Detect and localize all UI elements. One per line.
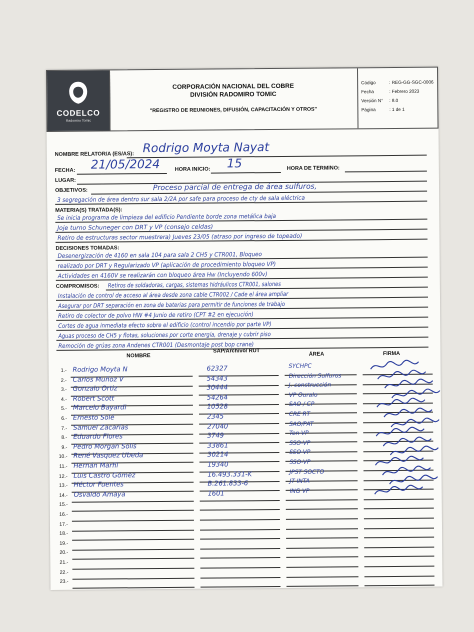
row-number: 2.- — [60, 377, 67, 384]
row-number: 20.- — [59, 550, 69, 557]
fecha-label: FECHA: — [54, 167, 76, 174]
attendee-name: Ernesto Solé — [73, 413, 115, 422]
form-sheet — [46, 67, 443, 590]
attendee-name: Osvaldo Amaya — [73, 490, 126, 499]
attendee-area: SAO/PAT — [289, 421, 314, 428]
attendee-name: Héctor Fuentes — [73, 480, 124, 489]
row-number: 22.- — [59, 569, 69, 576]
corp-name: CORPORACIÓN NACIONAL DEL COBRE — [172, 82, 294, 91]
signature — [373, 484, 425, 498]
row-number: 19.- — [59, 540, 69, 547]
attendee-name: Carlos Muñoz V — [72, 374, 124, 384]
row-number: 7.- — [61, 425, 68, 432]
row-number: 15.- — [59, 502, 68, 509]
decision-line: Desenergización de 4160 en sala 104 para sala 2 CH5 y CTR001, Bloqueo — [57, 251, 262, 260]
lugar-label: LUGAR: — [54, 177, 76, 184]
attendee-rut: 3749 — [207, 431, 225, 440]
attendee-rut: 54343 — [206, 374, 228, 383]
attendee-rut: 27040 — [207, 422, 229, 431]
row-number: 12.- — [58, 473, 68, 480]
col-firma: FIRMA — [382, 350, 401, 358]
row-number: 17.- — [59, 521, 68, 528]
hora-termino-label: HORA DE TERMINO: — [286, 165, 340, 172]
row-number: 21.- — [59, 559, 69, 566]
row-number: 1.- — [60, 367, 67, 374]
attendee-name: René Vasquez Ubeda — [73, 451, 144, 461]
compromisos-label: COMPROMISOS: — [55, 283, 100, 290]
attendee-area: SYCHPC — [288, 363, 312, 370]
row-number: 14.- — [59, 492, 68, 499]
objetivo-line: Proceso parcial de entrega de área sulfuros, — [152, 181, 317, 193]
row-number: 3.- — [60, 387, 67, 394]
attendee-area: SAO / CP — [288, 402, 315, 409]
attendee-rut: 16.493.331-K — [207, 469, 253, 479]
row-number: 13.- — [58, 483, 68, 490]
attendee-area: CRE RT — [288, 411, 311, 418]
compromiso-line: Cortes de agua inmediata efecto sobre el edificio (control incendio por parte VP) — [58, 321, 272, 330]
col-area: ÁREA — [308, 351, 325, 358]
compromiso-line: Remoción de grúas zona Andenes CTR001 (Desmontaje post bop crane) — [58, 341, 254, 350]
compromiso-line: Instalación de control de acceso al área desde zona cable CTR002 / Cade el área ampliar — [57, 290, 289, 300]
attendee-rut: 54264 — [206, 393, 228, 402]
materia-line: Joje turno Schuneger con DRT y VP (consejo celdas) — [57, 223, 214, 232]
form-title: "REGISTRO DE REUNIONES, DIFUSIÓN, CAPACITACIÓN Y OTROS" — [149, 106, 317, 115]
col-nombre: NOMBRE — [126, 353, 151, 360]
attendee-name: Samuel Zacarías — [73, 422, 129, 432]
attendee-rut: B.261.833-6 — [207, 479, 249, 488]
compromiso-line: Asegurar por DRT separación en zona de baterías para permitir de funciones de trabajo — [58, 300, 286, 310]
attendee-rut: 62327 — [206, 364, 228, 373]
compromiso-line: Aguas proceso de CH5 y flotas, soluciones por corte energía, drenaje y cubrir piso — [58, 331, 271, 340]
logo-text: CODELCO — [56, 108, 101, 118]
attendee-rut: 30214 — [207, 450, 229, 459]
materia-line: Retiro de estructuras sector muestrera) Jueves 23/05 (atraso por ingreso de topeado) — [57, 232, 303, 242]
attendee-area: J. construcción — [288, 382, 332, 390]
attendee-area: SSO-VP — [289, 450, 311, 457]
materias-label: MATERIA(S) TRATADA(S): — [55, 207, 123, 214]
attendee-rut: 2345 — [206, 412, 224, 421]
row-number: 4.- — [61, 396, 67, 403]
attendee-rut: 1601 — [207, 489, 225, 498]
materia-line: Se inicia programa de limpieza del edificio Pendiente borde zona metálica baja — [57, 212, 277, 222]
compromiso-line: Retiros de soldadoras, cargas, sistemas hidráulicos CTR001, salones — [107, 280, 281, 290]
hora-inicio-label: HORA INICIO: — [174, 166, 211, 173]
attendee-name: Marcelo Bayardi — [72, 403, 127, 413]
attendee-rut: 30444 — [206, 383, 228, 392]
attendee-name: Gonzalo Ortiz — [72, 384, 118, 393]
logo-subtitle: Radomiro Tomic — [65, 118, 92, 123]
attendee-area: ING VP — [289, 488, 310, 495]
row-number: 5.- — [61, 406, 67, 413]
row-number: 10.- — [58, 454, 68, 461]
attendee-area: SSO-VP — [289, 440, 311, 447]
row-number: 23.- — [59, 579, 69, 586]
codelco-logo — [47, 70, 111, 131]
attendee-name: Robert Scott — [72, 394, 115, 403]
attendee-area: JPST SOCTO — [289, 469, 325, 476]
form-header — [46, 67, 439, 132]
hora-inicio-value: 15 — [226, 156, 243, 171]
table-row — [58, 576, 438, 589]
row-number: 16.- — [59, 511, 68, 518]
row-number: 6.- — [61, 415, 68, 422]
row-number: 18.- — [59, 531, 69, 538]
attendee-area: SSO-VP — [289, 459, 311, 466]
division-name: DIVISIÓN RADOMIRO TOMIC — [190, 90, 277, 99]
attendee-name: Pedro Morgan Solís — [73, 442, 137, 451]
decisiones-label: DECISIONES TOMADAS: — [55, 245, 120, 252]
decision-line: realizado por DRT y Regularizado VP (aplicación de procedimiento bloqueo VP) — [57, 261, 276, 270]
attendee-name: Hernán Marfil — [73, 461, 119, 470]
attendee-rut: 33861 — [207, 441, 229, 450]
attendee-name: Luis Castro Gómez — [73, 470, 136, 480]
attendee-name: Eduardo Flores — [73, 432, 123, 441]
decision-line: Actividades en 4160V se realizarán con bloqueo área Hw (Incluyendo 600v) — [57, 271, 268, 280]
attendee-rut: 19340 — [207, 460, 229, 469]
fecha-value: 21/05/2024 — [90, 157, 161, 172]
relator-value: Rodrigo Moyta Nayat — [142, 140, 270, 156]
attendee-area: JT INTA — [289, 478, 310, 486]
compromiso-line: Retiro de colector de polvo HW #4 Junio de retiro (CPT #2 en ejecución) — [58, 311, 254, 320]
attendee-name: Rodrigo Moyta N — [72, 365, 128, 374]
attendee-rut: 10528 — [206, 402, 228, 411]
attendee-area: Dirección Sulfuros — [288, 373, 342, 380]
row-number: 11.- — [59, 463, 68, 470]
codelco-logo-icon — [68, 81, 88, 105]
row-number: 8.- — [61, 435, 68, 442]
document-meta — [357, 68, 438, 129]
attendee-area: VP Ouralo — [288, 392, 318, 399]
objetivo-line: 3 segregación de área dentro sur sala 2/2A por safe para proceso de cty de sala eléctrica — [57, 194, 305, 204]
col-rut: SAP/Archivo/ RUT — [213, 348, 260, 355]
objetivos-label: OBJETIVOS: — [55, 187, 88, 194]
attendee-area: Ten-VP — [289, 430, 309, 438]
title-block — [109, 68, 359, 130]
relator-label: NOMBRE RELATOR/A (ES/AS): — [54, 151, 135, 158]
row-number: 9.- — [61, 444, 68, 451]
